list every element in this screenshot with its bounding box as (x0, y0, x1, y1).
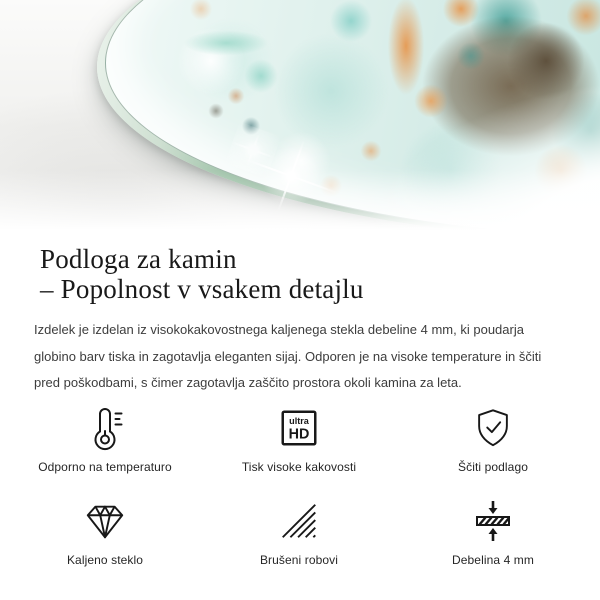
feature-tempered-glass (8, 498, 202, 567)
svg-text:ultra: ultra (289, 415, 309, 426)
thickness-4mm-icon (470, 498, 516, 544)
page-title-line1: Podloga za kamin (40, 244, 237, 274)
svg-text:HD: HD (288, 426, 310, 443)
feature-label: Brušeni robovi (259, 552, 339, 567)
ultra-hd-icon (277, 405, 321, 451)
feature-grid (8, 405, 590, 567)
shield-check-icon (471, 405, 515, 451)
feature-label: Odporno na temperaturo (38, 459, 172, 474)
feature-polished-edges (202, 498, 396, 567)
beveled-edges-icon (277, 498, 321, 544)
feature-temperature-resistant (8, 405, 202, 474)
page-title-line2: – Popolnost v vsakem detajlu (40, 274, 364, 304)
product-description: Izdelek je izdelan iz visokokakovostnega kaljenega stekla debeline 4 mm, ki poudarja globino barv tiska in zagotavlja eleganten sijaj. Odporen je na visoke temperature in ščiti pred poškodbami, s čimer zagotavlja zaščito prostora okoli kamina za leta. (34, 322, 542, 390)
thermometer-icon (82, 405, 128, 451)
page-title (40, 244, 560, 304)
feature-label: Tisk visoke kakovosti (241, 459, 357, 474)
feature-label: Ščiti podlago (457, 459, 528, 474)
feature-thickness-4mm (396, 498, 590, 567)
feature-label: Debelina 4 mm (451, 552, 534, 567)
feature-print-quality (202, 405, 396, 474)
product-image (0, 0, 600, 230)
feature-protects-surface (396, 405, 590, 474)
diamond-icon (83, 498, 127, 544)
feature-label: Kaljeno steklo (66, 552, 144, 567)
